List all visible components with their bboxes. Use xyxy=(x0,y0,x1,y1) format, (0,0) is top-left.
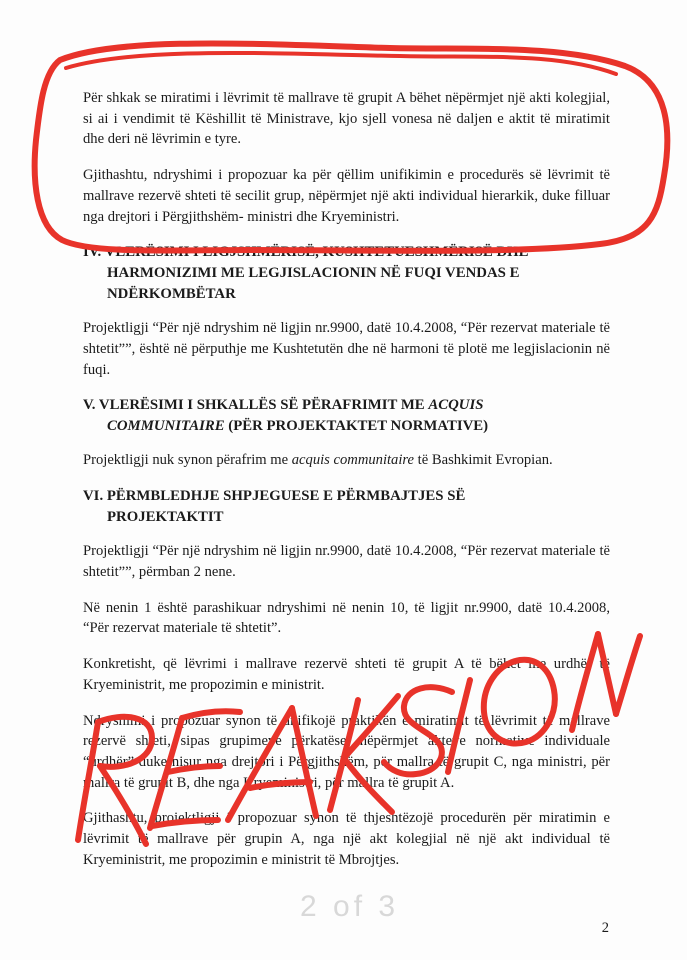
paragraph-4 xyxy=(83,450,610,471)
heading-v-communitaire: COMMUNITAIRE xyxy=(107,418,225,435)
paragraph-4-after: të Bashkimit Evropian. xyxy=(414,452,553,469)
heading-vi-line-2: PROJEKTAKTIT xyxy=(107,509,224,526)
page-watermark: 2 of 3 xyxy=(300,890,400,923)
heading-section-v xyxy=(83,395,610,437)
document-body xyxy=(83,88,610,886)
paragraph-9: Gjithashtu, projektligji i propozuar synon të thjeshtëzojë procedurën për miratimin e lëvrimit të mallrave për grupin A, nga një akt kolegjial në një akt individual të Kryeministrit, me propozimin e ministrit të Mbrojtjes. xyxy=(83,810,610,868)
heading-iv-line-3: NDËRKOMBËTAR xyxy=(107,286,236,303)
paragraph-7: Konkretisht, që lëvrimi i mallrave rezervë shteti të grupit A të bëhet me urdhër të Kryeministrit, me propozimin e ministrit. xyxy=(83,656,610,693)
red-ellipse-annotation-inner xyxy=(66,53,616,74)
heading-v-line-1: V. VLERËSIMI I SHKALLËS SË PËRAFRIMIT ME ACQUIS xyxy=(83,397,484,414)
page-number: 2 xyxy=(601,920,609,936)
paragraph-2: Gjithashtu, ndryshimi i propozuar ka për qëllim unifikimin e procedurës së lëvrimit të mallrave rezervë shteti të secilit grup, nëpërmjet një akti individual hierarkik, duke filluar nga drejtori i Përgjithshëm- ministri dhe Kryeministri. xyxy=(83,167,610,225)
paragraph-4-before: Projektligji nuk synon përafrim me xyxy=(83,452,292,469)
heading-section-iv xyxy=(83,242,610,305)
paragraph-3: Projektligji “Për një ndryshim në ligjin nr.9900, datë 10.4.2008, “Për rezervat materiale të shtetit””, është në përputhje me Kushtetutën dhe në harmoni të plotë me legjislacionin në fuqi. xyxy=(83,320,610,378)
heading-iv-line-1: IV. VLERËSIMI I LIGJSHMËRISË, KUSHTETUESHMËRISË DHE xyxy=(83,244,529,261)
paragraph-6: Në nenin 1 është parashikuar ndryshimi në nenin 10, të ligjit nr.9900, datë 10.4.2008, “Për rezervat materiale të shtetit”. xyxy=(83,599,610,637)
paragraph-1: Për shkak se miratimi i lëvrimit të mallrave të grupit A bëhet nëpërmjet një akti kolegjial, si ai i vendimit të Këshillit të Ministrave, kjo sjell vonesa në daljen e aktit të miratimit dhe deri në lëvrimin e tyre. xyxy=(83,90,610,148)
heading-vi-line-1: VI. PËRMBLEDHJE SHPJEGUESE E PËRMBAJTJES SË xyxy=(83,488,466,505)
paragraph-5: Projektligji “Për një ndryshim në ligjin nr.9900, datë 10.4.2008, “Për rezervat materiale të shtetit””, përmban 2 nene. xyxy=(83,543,610,580)
heading-v-acquis: ACQUIS xyxy=(428,397,484,414)
paragraph-8: Ndryshimi i propozuar synon të unifikojë praktikën e miratimit të lëvrimit të mallrave rezervë shteti, sipas grupimeve përkatëse, nëpërmjet akteve normative individuale “urdhër” duke nisur nga drejtori i Përgjithshëm, për mallra të grupit C, nga ministri, për mallra të grupit B, dhe nga Kryeministri, për mallra të grupit A. xyxy=(83,712,610,791)
heading-v-line-2: COMMUNITAIRE (PËR PROJEKTAKTET NORMATIVE) xyxy=(107,418,489,435)
heading-iv-line-2: HARMONIZIMI ME LEGJISLACIONIN NË FUQI VENDAS E xyxy=(107,265,520,282)
heading-section-vi xyxy=(83,486,610,528)
paragraph-4-acquis-communitaire: acquis communitaire xyxy=(291,452,415,469)
